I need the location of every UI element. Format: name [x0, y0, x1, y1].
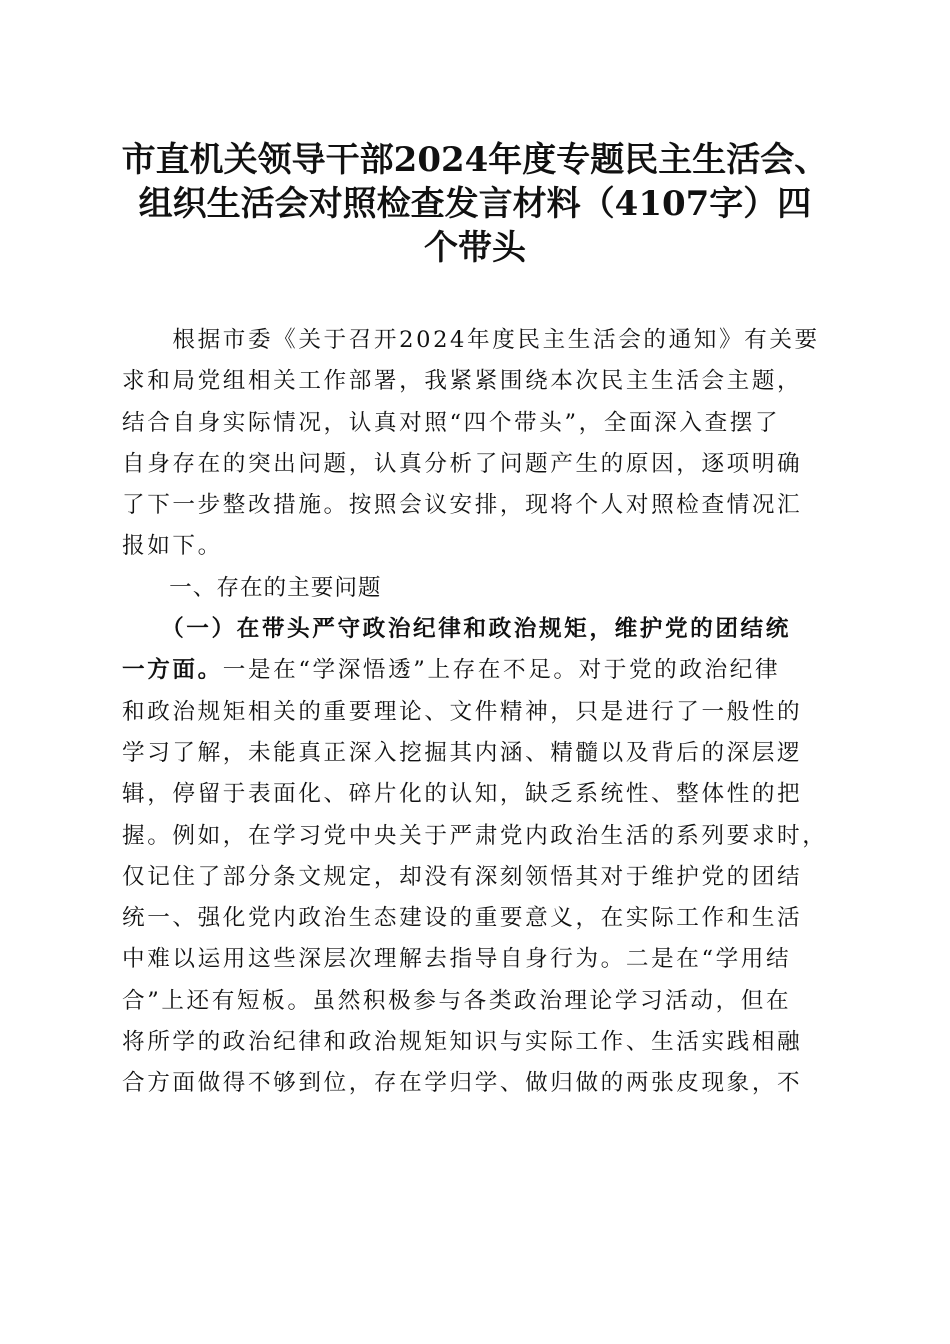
- paragraph-line-11: 合方面做得不够到位，存在学归学、做归做的两张皮现象，不: [122, 1070, 803, 1097]
- document-body: [122, 320, 830, 1105]
- paragraph-line-4: 辑，停留于表面化、碎片化的认知，缺乏系统性、整体性的把: [122, 781, 803, 808]
- paragraph-line-3: 学习了解，未能真正深入挖掘其内涵、精髓以及背后的深层逻: [122, 739, 803, 766]
- paragraph-line-5: 握。例如，在学习党中央关于严肃党内政治生活的系列要求时，: [122, 822, 828, 849]
- intro-line-4: 自身存在的突出问题，认真分析了问题产生的原因，逐项明确: [122, 450, 803, 477]
- paragraph-first-line-rest: 一是在“学深悟透”上存在不足。对于党的政治纪律: [222, 657, 781, 684]
- paragraph-line-6: 仅记住了部分条文规定，却没有深刻领悟其对于维护党的团结: [122, 863, 803, 890]
- document-title: [120, 138, 830, 270]
- paragraph-line-10: 将所学的政治纪律和政治规矩知识与实际工作、生活实践相融: [122, 1029, 803, 1056]
- intro-line-1: 根据市委《关于召开2024年度民主生活会的通知》有关要: [122, 327, 820, 353]
- intro-line-2: 求和局党组相关工作部署，我紧紧围绕本次民主生活会主题，: [122, 368, 803, 395]
- intro-line-3: 结合自身实际情况，认真对照“四个带头”，全面深入查摆了: [122, 409, 781, 436]
- title-line-2: 组织生活会对照检查发言材料（4107字）四: [138, 184, 812, 224]
- paragraph-line-8: 中难以运用这些深层次理解去指导自身行为。二是在“学用结: [122, 946, 792, 973]
- title-line-1: 市直机关领导干部2024年度专题民主生活会、: [121, 140, 829, 180]
- title-line-3: 个带头: [424, 228, 526, 268]
- intro-line-6: 报如下。: [122, 533, 223, 560]
- paragraph-line-9: 合”上还有短板。虽然积极参与各类政治理论学习活动，但在: [122, 987, 792, 1014]
- subsection-heading-line-2: 一方面。: [122, 657, 223, 684]
- paragraph-line-2: 和政治规矩相关的重要理论、文件精神，只是进行了一般性的: [122, 698, 803, 725]
- section-heading: 一、存在的主要问题: [122, 574, 382, 601]
- paragraph-line-1: [122, 650, 830, 691]
- paragraph-line-7: 统一、强化党内政治生态建设的重要意义，在实际工作和生活: [122, 905, 803, 932]
- intro-line-5: 了下一步整改措施。按照会议安排，现将个人对照检查情况汇: [122, 492, 803, 519]
- subsection-heading-line-1: （一）在带头严守政治纪律和政治规矩，维护党的团结统: [122, 616, 791, 643]
